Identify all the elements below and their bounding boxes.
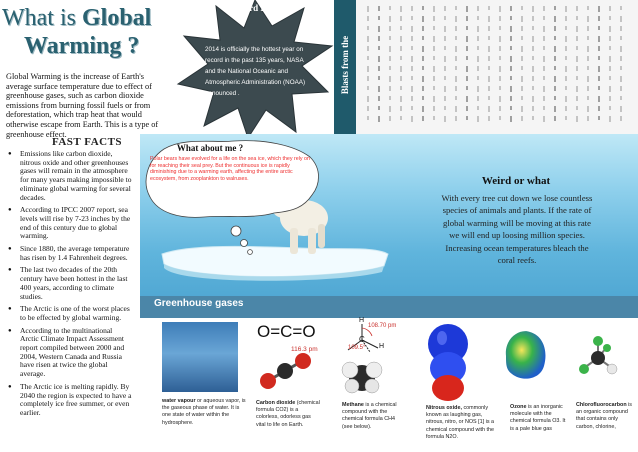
co2-caption <box>256 400 320 429</box>
weird-or-what-title: Weird or what <box>481 175 551 187</box>
what-about-me-text: Polar bears have evolved for a life on the sea ice, which they rely on for reaching their seal prey. But the continuous ice is rapidly diminishing due to a warming earth, affecting the entire arctic ecosystem, from zooplankton to walruses. <box>150 156 310 182</box>
fast-fact-item: ● According to the multinational Arctic Climate Impact Assessment report compiled between 2000 and 2004, Western Canada and Russia have risen at twice the global average. <box>8 327 132 379</box>
title-part1-bold: Global <box>81 5 152 31</box>
ozone-text: is an inorganic molecule with the chemical formula O3. It is a pale blue gas <box>510 404 566 432</box>
greenhouse-title: Greenhouse gases <box>154 298 244 309</box>
ozone-model <box>500 326 550 384</box>
page-title <box>2 4 182 60</box>
intro-text: Global Warming is the increase of Earth's average surface temperature due to effect of greenhouse gases, such as carbon dioxide emissions from burning fossil fuels or from deforestation, which trap heat that would otherwise escape from Earth. This is a type of greenhouse effect. <box>6 72 159 139</box>
methane-bond-length: 108.70 pm <box>368 323 397 329</box>
methane-space-fill-model <box>340 358 384 394</box>
cfc-text: is an organic compound that contains only carbon, chlorine, <box>576 402 633 430</box>
water-vapour-image <box>162 322 238 392</box>
fast-fact-item: ● The last two decades of the 20th century have been hottest in the last 400 years, according to climate studies. <box>8 266 132 301</box>
title-part1: What is <box>2 5 82 31</box>
cfc-name: Chlorofluorocarbon <box>576 402 627 408</box>
blasts-timeline-image <box>356 0 638 134</box>
ozone-name: Ozone <box>510 404 527 410</box>
ozone-caption <box>510 404 570 433</box>
methane-atom-h-right: H <box>379 343 385 350</box>
co2-molecule-model <box>256 352 316 390</box>
co2-distance-label: 116.3 pm <box>291 346 318 353</box>
water-vapour-caption <box>162 398 246 427</box>
methane-atom-h-top: H <box>359 317 365 324</box>
water-vapour-text: or aqueous vapor, is the gaseous phase of water. It is one state of water within the hydrosphere. <box>162 398 246 426</box>
blasts-label: Blasts from the <box>340 35 350 95</box>
title-line2: Warming ? <box>24 33 140 59</box>
fast-fact-item: ● The Arctic ice is melting rapidly. By 2040 the region is expected to have a completely ice free summer, or even earlier. <box>8 383 132 418</box>
nitrous-oxide-caption <box>426 405 496 441</box>
what-about-me-title: What about me ? <box>176 143 244 153</box>
methane-bond-angle: 109.5° <box>348 345 366 351</box>
methane-atom-c: C <box>359 335 365 344</box>
nitrous-oxide-name: Nitrous oxide, <box>426 405 462 411</box>
methane-text: is a chemical compound with the chemical formula CH4 (see below). <box>342 402 397 430</box>
fast-fact-item: ● Since 1880, the average temperature has risen by 1.4 Fahrenheit degrees. <box>8 245 132 262</box>
co2-text: (chemical formula CO2) is a colorless, odorless gas vital to life on Earth. <box>256 400 320 428</box>
methane-caption <box>342 402 406 431</box>
weird-or-what-text: With every tree cut down we lose countless species of animals and plants. If the rate of global warming will be moving at this rate we will end up loosing million species. Increasing ocean temperatures bleach the coral reefs. <box>441 193 593 266</box>
methane-name: Methane <box>342 402 364 408</box>
fast-facts-list <box>8 150 132 422</box>
cfc-molecule-model <box>576 336 620 380</box>
nitrous-oxide-text: commonly known as laughing gas, nitrous, nitro, or NOS [1] is a chemical compound with the formula N2O. <box>426 405 495 440</box>
fast-fact-item: ● Emissions like carbon dioxide, nitrous oxide and other greenhouses gases will remain in the atmosphere for many years making impossible to eliminate global warming for several decades. <box>8 150 132 202</box>
nitrous-oxide-model <box>424 322 472 402</box>
fast-fact-item: ● The Arctic is one of the worst places to be effected by global warming. <box>8 305 132 322</box>
fast-fact-item: ● According to IPCC 2007 report, sea levels will rise by 7-23 inches by the end of this century due to global warming. <box>8 206 132 241</box>
record-breaker-title: Record Breaker <box>230 3 292 13</box>
fast-facts-title: FAST FACTS <box>51 136 123 148</box>
record-breaker-text: 2014 is officially the hottest year on record in the past 135 years, NASA and the National Oceanic and Atmospheric Administration (NOAA) announced . <box>205 46 306 97</box>
water-vapour-name: water vapour <box>162 398 196 404</box>
co2-name: Carbon dioxide <box>256 400 296 406</box>
co2-formula: O=C=O <box>257 322 316 341</box>
cfc-caption <box>576 402 636 431</box>
